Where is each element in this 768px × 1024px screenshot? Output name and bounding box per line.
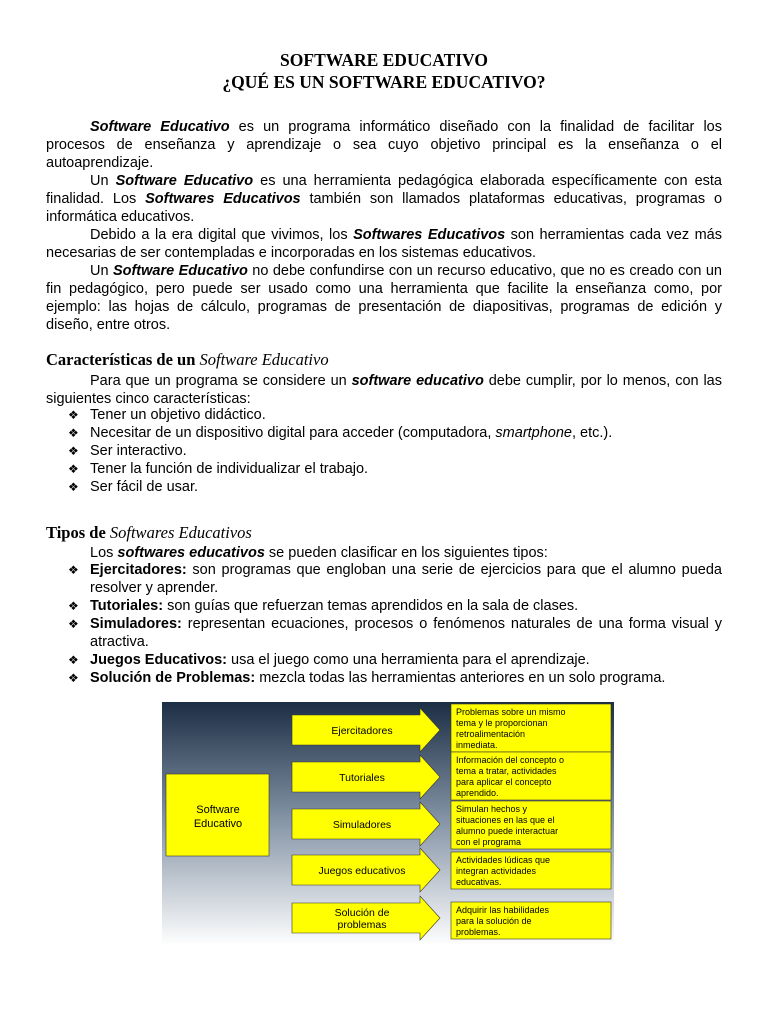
diamond-bullet-icon: ❖ xyxy=(68,444,79,458)
list-item: ❖ Tutoriales: son guías que refuerzan temas aprendidos en la sala de clases. xyxy=(68,598,579,614)
list-item: ❖ Ejercitadores: son programas que engloban una serie de ejercicios para que el alumno pueda resolver y aprender. xyxy=(68,562,722,596)
branch-label: Tutoriales xyxy=(339,772,385,784)
types-list xyxy=(46,561,722,687)
types-intro: Los softwares educativos se pueden clasificar en los siguientes tipos: xyxy=(90,545,548,561)
diamond-bullet-icon: ❖ xyxy=(68,671,79,685)
list-item: ❖ Ser fácil de usar. xyxy=(68,479,198,495)
intro-paragraph-3: Debido a la era digital que vivimos, los Softwares Educativos son herramientas cada vez más necesarias de ser contempladas e incorporadas en los sistemas educativos. xyxy=(46,227,722,261)
software-types-diagram xyxy=(162,702,614,946)
diamond-bullet-icon: ❖ xyxy=(68,653,79,667)
diamond-bullet-icon: ❖ xyxy=(68,563,79,577)
diamond-bullet-icon: ❖ xyxy=(68,617,79,631)
features-heading: Características de un Software Educativo xyxy=(46,350,329,369)
diamond-bullet-icon: ❖ xyxy=(68,599,79,613)
intro-paragraph-2: Un Software Educativo es una herramienta pedagógica elaborada específicamente con esta finalidad. Los Softwares Educativos también son llamados plataformas educativas, programas o informática educativos. xyxy=(46,173,723,225)
list-item: ❖ Juegos Educativos: usa el juego como una herramienta para el aprendizaje. xyxy=(68,652,590,668)
diamond-bullet-icon: ❖ xyxy=(68,408,79,422)
list-item: ❖ Ser interactivo. xyxy=(68,443,187,459)
document-title: SOFTWARE EDUCATIVO xyxy=(280,50,488,70)
intro-paragraph-1: Software Educativo es un programa informático diseñado con la finalidad de facilitar los procesos de enseñanza y aprendizaje o sea cuyo objetivo principal es la enseñanza o el autoaprendizaje. xyxy=(46,119,722,171)
list-item: ❖ Simuladores: representan ecuaciones, procesos o fenómenos naturales de una forma visual y atractiva. xyxy=(68,616,722,650)
branch-label: Solución de problemas xyxy=(334,907,390,931)
description-text: Información del concepto o tema a tratar, actividades para aplicar el concepto aprendido. xyxy=(456,755,565,798)
root-label: Software Educativo xyxy=(193,804,243,830)
description-text: Actividades lúdicas que integran actividades educativas. xyxy=(456,855,551,887)
description-text: Simulan hechos y situaciones en las que el alumno puede interactuar con el programa xyxy=(456,804,559,847)
features-list xyxy=(46,406,722,496)
description-text: Adquirir las habilidades para la solución de problemas. xyxy=(456,905,550,937)
list-item: ❖ Tener la función de individualizar el trabajo. xyxy=(68,461,369,477)
diamond-bullet-icon: ❖ xyxy=(68,462,79,476)
document-subtitle: ¿QUÉ ES UN SOFTWARE EDUCATIVO? xyxy=(222,72,546,92)
branch-label: Ejercitadores xyxy=(331,725,393,737)
features-intro: Para que un programa se considere un software educativo debe cumplir, por lo menos, con las siguientes cinco características: xyxy=(46,373,722,407)
list-item: ❖ Solución de Problemas: mezcla todas las herramientas anteriores en un solo programa. xyxy=(68,670,666,686)
diamond-bullet-icon: ❖ xyxy=(68,480,79,494)
branch-label: Simuladores xyxy=(332,819,392,831)
types-heading: Tipos de Softwares Educativos xyxy=(46,523,252,542)
intro-paragraph-4: Un Software Educativo no debe confundirse con un recurso educativo, que no es creado con un fin pedagógico, pero puede ser usado como una herramienta que facilite la enseñanza como, por ejemplo: las hojas de cálculo, programas de presentación de diapositivas, programas de edición y diseño, entre otros. xyxy=(46,263,722,333)
branch-label: Juegos educativos xyxy=(318,865,406,877)
list-item: ❖ Necesitar de un dispositivo digital para acceder (computadora, smartphone, etc.). xyxy=(68,425,613,441)
list-item: ❖ Tener un objetivo didáctico. xyxy=(68,407,266,423)
description-text: Problemas sobre un mismo tema y le proporcionan retroalimentación inmediata. xyxy=(456,707,566,750)
diamond-bullet-icon: ❖ xyxy=(68,426,79,440)
